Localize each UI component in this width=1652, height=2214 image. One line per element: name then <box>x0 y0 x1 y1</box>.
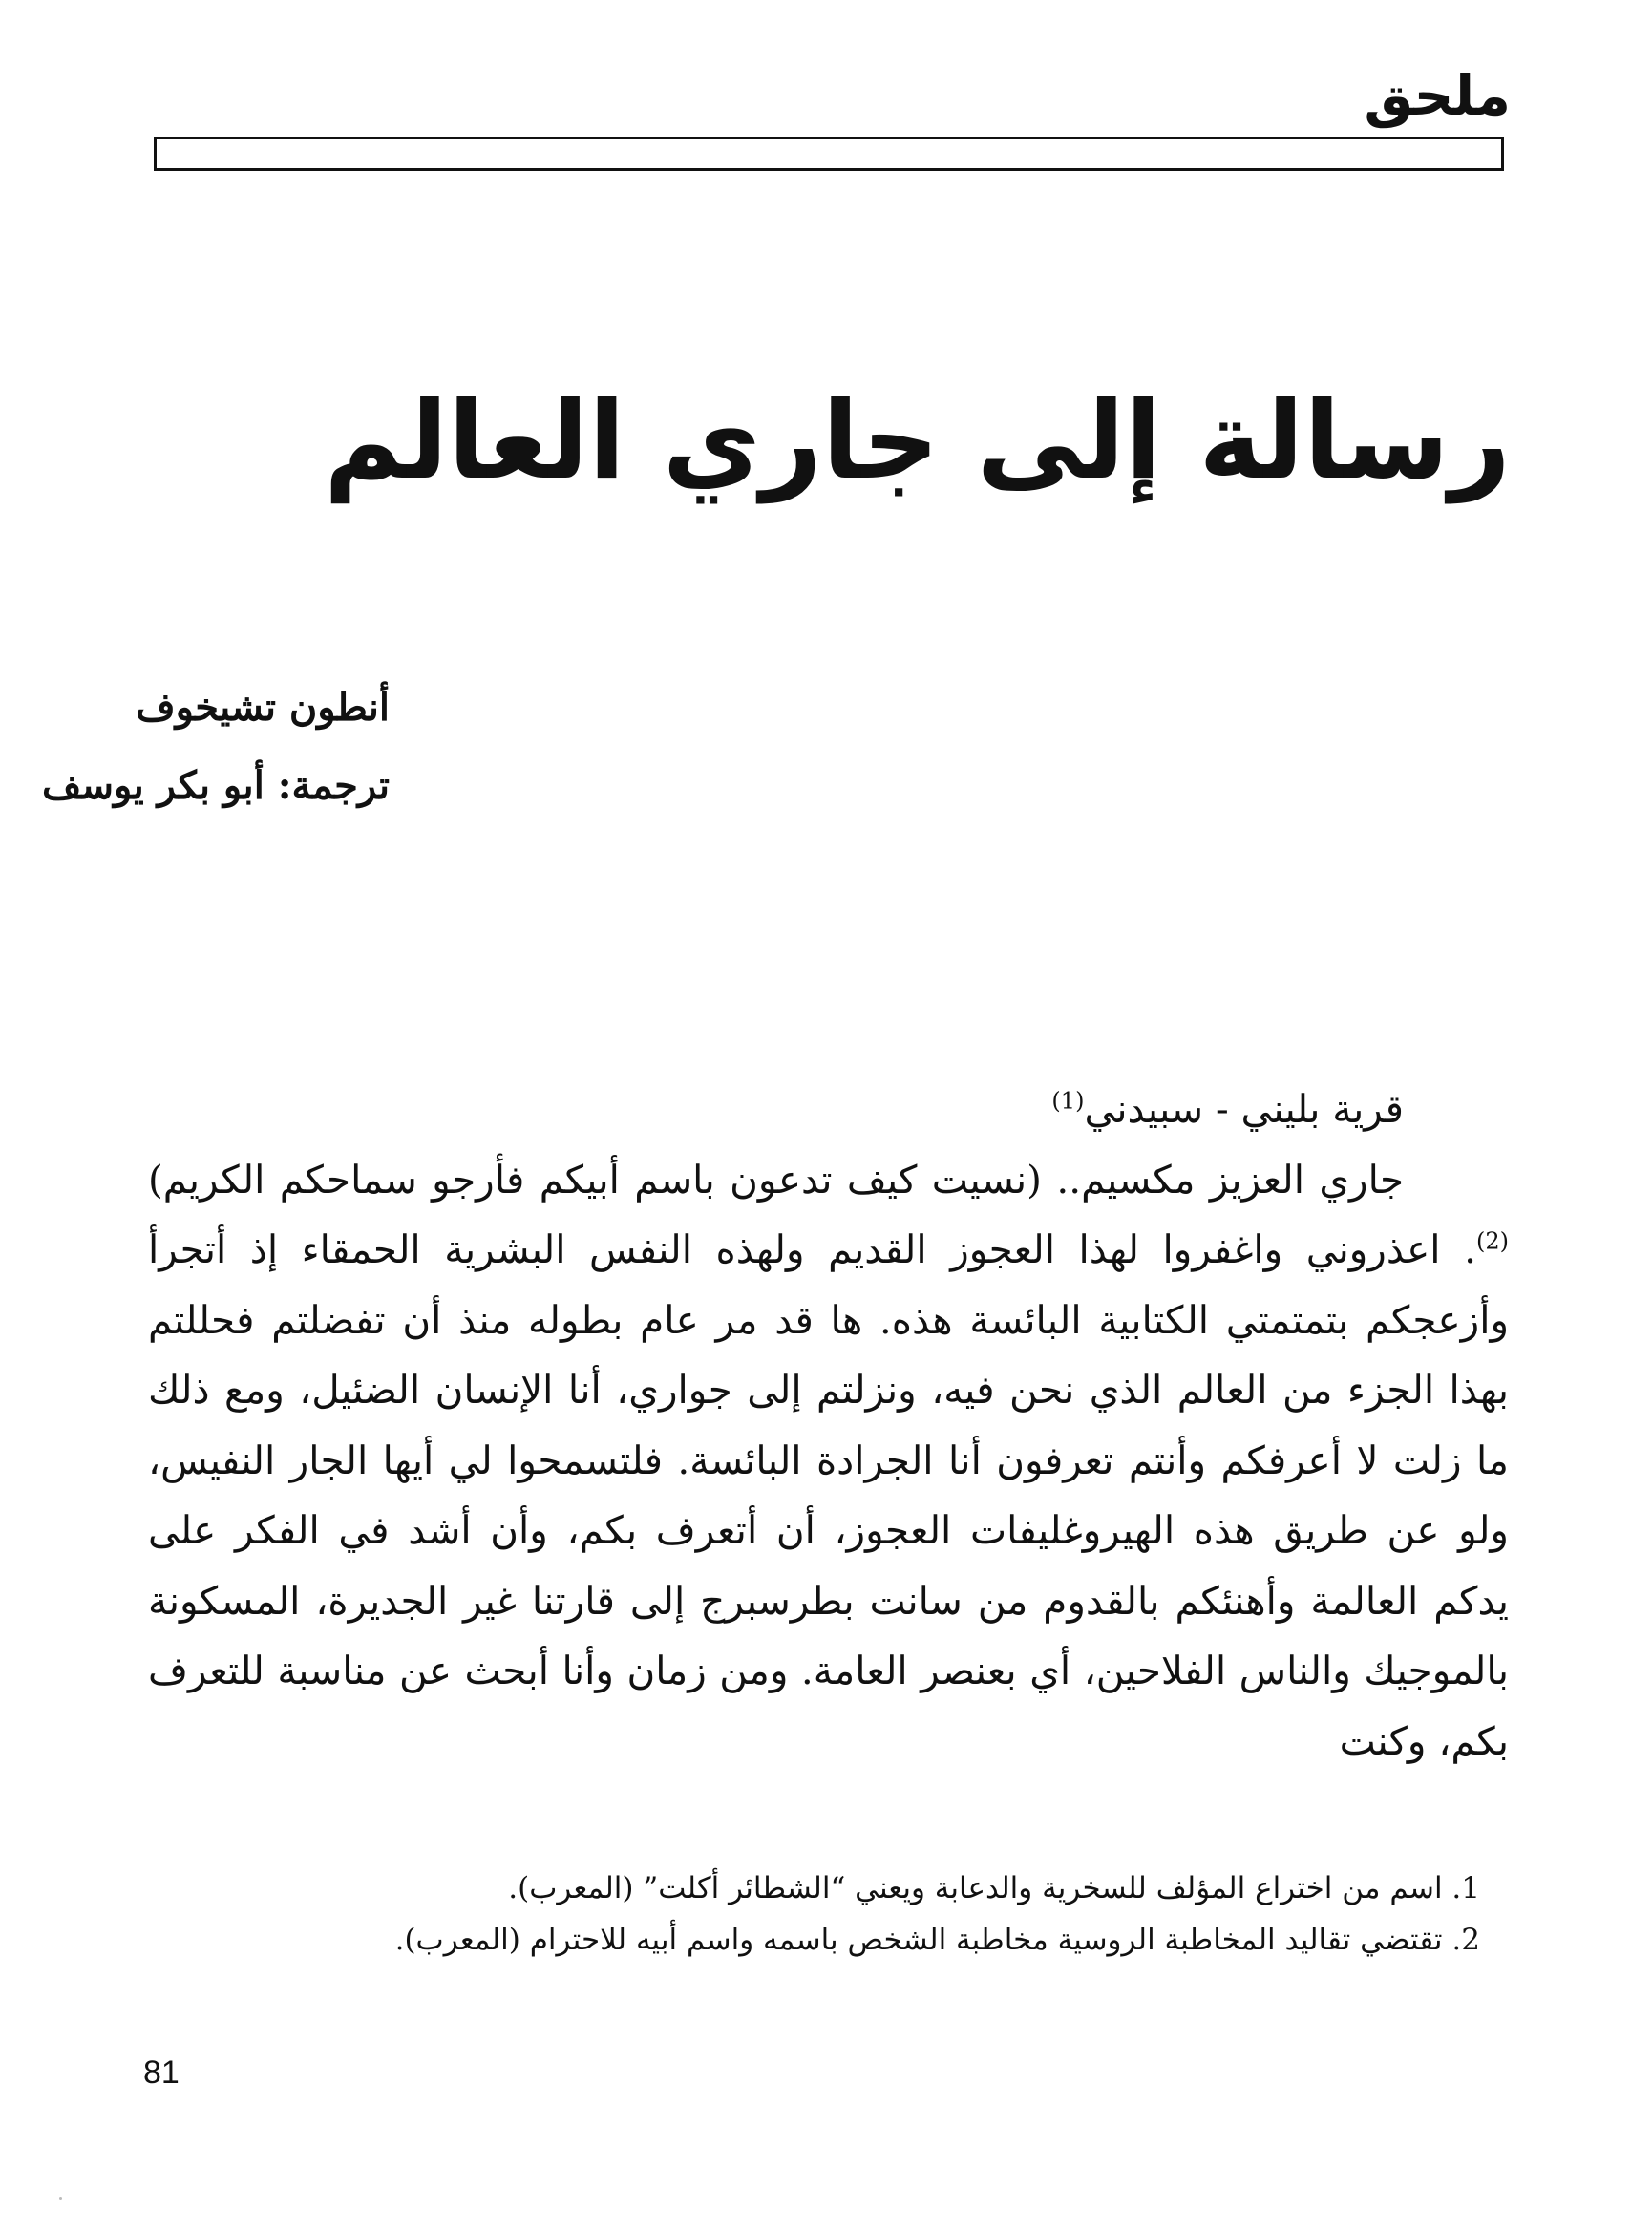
header-rule-frame <box>154 137 1504 171</box>
scan-speck <box>59 2197 62 2200</box>
footnotes <box>148 1863 1509 1966</box>
letter-place: قرية بليني - سبيدني <box>1084 1086 1404 1132</box>
letter-text: . اعذروني واغفروا لهذا العجوز القديم ولهذه النفس البشرية الحمقاء إذ أتجرأ وأزعجكم بتمتمتي الكتابية البائسة هذه. ها قد مر عام بطوله منذ أن تفضلتم فحللتم بهذا الجزء من العالم الذي نحن فيه، ونزلتم إلى جواري، أنا الإنسان الضئيل، ومع ذلك ما زلت لا أعرفكم وأنتم تعرفون أنا الجرادة البائسة. فلتسمحوا لي أيها الجار النفيس، ولو عن طريق هذه الهيروغليفات العجوز، أن أتعرف بكم، وأن أشد في الفكر على يدكم العالمة وأهنئكم بالقدوم من سانت بطرسبرج إلى قارتنا غير الجديرة، المسكونة بالموجيك والناس الفلاحين، أي بعنصر العامة. ومن زمان وأنا أبحث عن مناسبة للتعرف بكم، وكنت <box>148 1226 1509 1764</box>
page-title: رسالة إلى جاري العالم <box>324 379 1511 503</box>
letter-opening: جاري العزيز مكسيم.. (نسيت كيف تدعون باسم أبيكم فأرجو سماحكم الكريم) <box>148 1156 1404 1203</box>
byline <box>42 669 390 825</box>
footnote-ref-1: (1) <box>1051 1087 1085 1115</box>
letter-paragraph <box>148 1145 1509 1778</box>
author-name: أنطون تشيخوف <box>136 685 390 730</box>
page-number: 81 <box>143 2054 180 2091</box>
section-label: ملحق <box>1364 63 1511 128</box>
letter-place-line <box>148 1075 1509 1145</box>
footnote-2: 2. تقتضي تقاليد المخاطبة الروسية مخاطبة الشخص باسمه واسم أبيه للاحترام (المعرب). <box>394 1923 1480 1957</box>
footnote-ref-2: (2) <box>1475 1227 1509 1255</box>
letter-body <box>148 1075 1509 1777</box>
translator-credit: ترجمة: أبو بكر يوسف <box>42 763 390 808</box>
footnote-1: 1. اسم من اختراع المؤلف للسخرية والدعابة ويعني “الشطائر أكلت” (المعرب). <box>508 1871 1480 1905</box>
